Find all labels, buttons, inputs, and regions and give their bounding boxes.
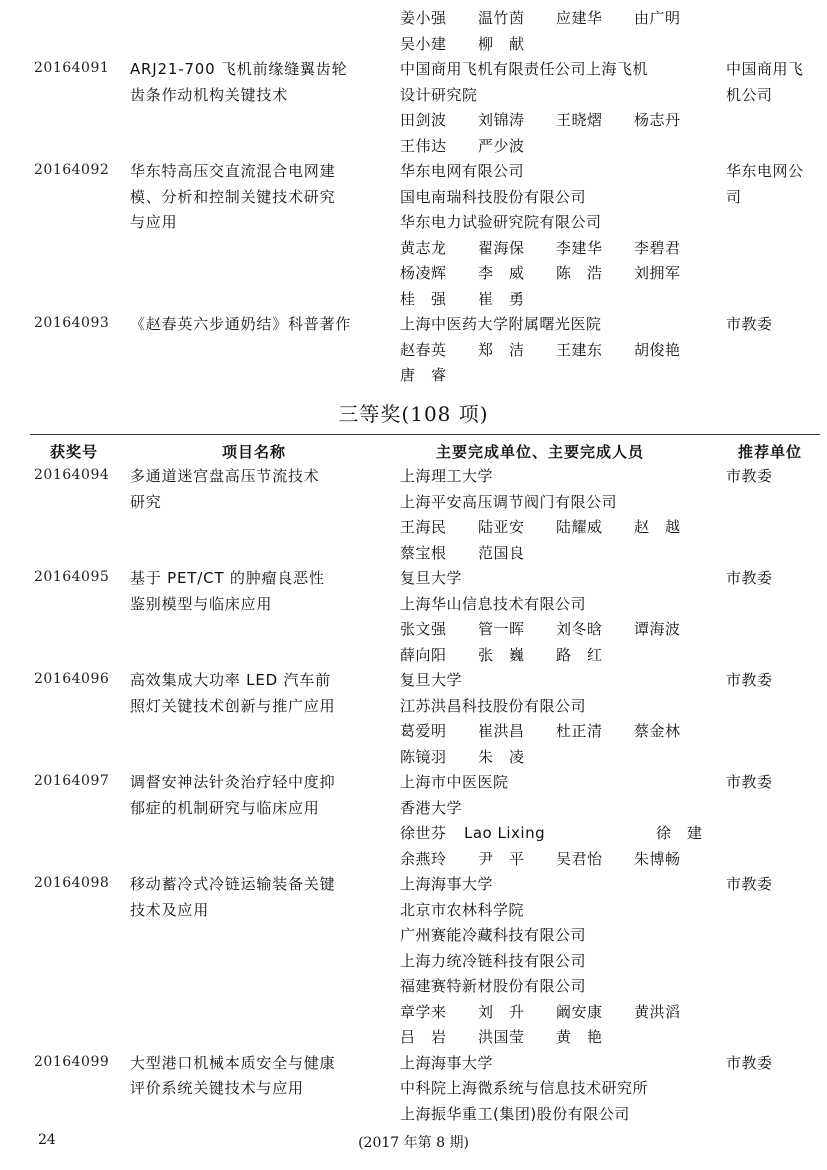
person-name: 刘 升	[478, 1002, 525, 1021]
award-number: 20164097	[34, 773, 110, 789]
project-name-line: 高效集成大功率 LED 汽车前	[130, 671, 331, 689]
person-name: 陈镜羽	[400, 747, 447, 766]
award-number: 20164096	[34, 671, 110, 687]
project-name-line: 移动蓄冷式冷链运输装备关键	[130, 875, 336, 893]
person-names-row	[400, 821, 720, 847]
person-name: 应建华	[556, 9, 603, 27]
completion-units	[400, 566, 720, 668]
recommender-line: 市教委	[726, 569, 773, 587]
person-name: Lao Lixing	[464, 824, 546, 842]
recommender	[726, 159, 826, 210]
person-names-row	[400, 6, 720, 32]
project-name-line: 《赵春英六步通奶结》科普著作	[130, 315, 352, 333]
project-name-line: 技术及应用	[130, 900, 210, 919]
person-name: 李建华	[556, 238, 603, 257]
unit-line: 上海中医药大学附属曙光医院	[400, 315, 602, 333]
person-name: 李 威	[478, 264, 525, 282]
person-names-row	[400, 745, 720, 771]
unit-line: 北京市农林科学院	[400, 900, 525, 919]
project-name-line: 评价系统关键技术与应用	[130, 1079, 304, 1097]
completion-units	[400, 464, 720, 566]
award-number: 20164099	[34, 1053, 110, 1070]
person-name: 路 红	[556, 645, 603, 664]
person-names-row	[400, 236, 720, 262]
person-name: 郑 洁	[478, 340, 525, 359]
person-name: 刘锦涛	[478, 111, 525, 129]
person-name: 蔡宝根	[400, 543, 447, 562]
project-name-line: 基于 PET/CT 的肿瘤良恶性	[130, 569, 325, 587]
person-name: 陈 浩	[556, 264, 603, 282]
issue-label: (2017 年第 8 期)	[358, 1135, 469, 1151]
person-name: 王海民	[400, 518, 447, 536]
person-names-row	[400, 1025, 720, 1051]
completion-units	[400, 159, 720, 312]
person-name: 柳 献	[478, 34, 525, 53]
completion-units	[400, 312, 720, 389]
person-name: 阚安康	[556, 1002, 603, 1021]
project-name	[130, 566, 392, 617]
person-name: 黄 艳	[556, 1028, 603, 1046]
person-name: 吕 岩	[400, 1028, 447, 1046]
person-name: 王建东	[556, 340, 603, 359]
project-name	[130, 872, 392, 923]
person-name: 刘拥军	[634, 264, 681, 282]
person-names-row	[400, 847, 720, 873]
person-name: 刘冬晗	[556, 620, 603, 638]
header-recommender: 推荐单位	[738, 443, 803, 461]
continuation-persons	[400, 6, 720, 57]
unit-line: 福建赛特新材股份有限公司	[400, 977, 587, 995]
unit-line: 上海平安高压调节阀门有限公司	[400, 492, 618, 511]
project-name-line: 大型港口机械本质安全与健康	[130, 1053, 336, 1072]
project-name	[130, 159, 392, 236]
person-name: 崔洪昌	[478, 722, 525, 740]
person-name: 徐 建	[656, 824, 703, 842]
person-name: 黄洪滔	[634, 1002, 681, 1021]
project-name-line: ARJ21-700 飞机前缘缝翼齿轮	[130, 60, 348, 78]
person-name: 徐世芬	[400, 824, 447, 842]
person-name: 赵春英	[400, 340, 447, 359]
unit-line: 上海华山信息技术有限公司	[400, 594, 587, 613]
page-number: 24	[38, 1132, 56, 1148]
person-name: 王伟达	[400, 136, 447, 155]
person-name: 温竹茵	[478, 9, 525, 27]
person-name: 尹 平	[478, 849, 525, 868]
unit-line: 上海市中医医院	[400, 773, 509, 791]
person-name: 谭海波	[634, 620, 681, 638]
person-name: 李碧君	[634, 238, 681, 257]
recommender-line: 机公司	[726, 85, 773, 104]
person-name: 桂 强	[400, 289, 447, 308]
project-name	[130, 57, 392, 108]
recommender	[726, 566, 826, 592]
unit-line: 复旦大学	[400, 569, 463, 587]
unit-line: 上海理工大学	[400, 467, 494, 485]
person-name: 杨凌辉	[400, 264, 447, 282]
completion-units	[400, 770, 720, 872]
person-name: 田剑波	[400, 111, 447, 129]
person-names-row	[400, 338, 720, 364]
unit-line: 香港大学	[400, 798, 463, 817]
award-number: 20164094	[34, 467, 110, 483]
person-names-row	[400, 287, 720, 313]
project-name	[130, 1051, 392, 1102]
person-name: 朱 凌	[478, 747, 525, 766]
person-name: 杜正清	[556, 722, 603, 740]
person-names-row	[400, 643, 720, 669]
project-name-line: 与应用	[130, 213, 178, 231]
unit-line: 中科院上海微系统与信息技术研究所	[400, 1079, 649, 1097]
person-name: 由广明	[634, 9, 681, 27]
project-name-line: 华东特高压交直流混合电网建	[130, 162, 336, 180]
person-name: 黄志龙	[400, 238, 447, 257]
person-name: 张 巍	[478, 645, 525, 664]
project-name	[130, 312, 392, 338]
unit-line: 国电南瑞科技股份有限公司	[400, 187, 587, 206]
award-number: 20164098	[34, 875, 110, 891]
recommender-line: 市教委	[726, 773, 773, 791]
award-number: 20164095	[34, 569, 110, 585]
award-number: 20164092	[34, 162, 110, 178]
project-name-line: 郁症的机制研究与临床应用	[130, 798, 320, 817]
header-rule	[30, 434, 820, 435]
unit-line: 华东电力试验研究院有限公司	[400, 213, 602, 231]
unit-line: 上海振华重工(集团)股份有限公司	[400, 1104, 630, 1123]
recommender	[726, 872, 826, 898]
person-name: 吴小建	[400, 34, 447, 53]
unit-line: 华东电网有限公司	[400, 162, 525, 180]
award-number: 20164093	[34, 315, 110, 331]
unit-line: 中国商用飞机有限责任公司上海飞机	[400, 60, 649, 78]
person-names-row	[400, 261, 720, 287]
project-name-line: 照灯关键技术创新与推广应用	[130, 696, 336, 715]
person-name: 陆耀威	[556, 518, 603, 536]
project-name-line: 多通道迷宫盘高压节流技术	[130, 467, 320, 485]
unit-line: 江苏洪昌科技股份有限公司	[400, 696, 587, 715]
person-names-row	[400, 1000, 720, 1026]
unit-line: 广州赛能冷藏科技有限公司	[400, 926, 587, 944]
recommender-line: 中国商用飞	[726, 60, 804, 78]
unit-line: 上海力统冷链科技有限公司	[400, 951, 587, 970]
header-units: 主要完成单位、主要完成人员	[436, 443, 645, 461]
person-names-row	[400, 32, 720, 58]
person-name: 管一晖	[478, 620, 525, 638]
recommender	[726, 57, 826, 108]
recommender	[726, 1051, 826, 1077]
project-name-line: 齿条作动机构关键技术	[130, 85, 289, 104]
recommender	[726, 464, 826, 490]
unit-line: 设计研究院	[400, 85, 478, 104]
person-names-row	[400, 541, 720, 567]
person-name: 葛爱明	[400, 722, 447, 740]
header-name: 项目名称	[222, 443, 287, 461]
project-name-line: 研究	[130, 492, 162, 511]
completion-units	[400, 57, 720, 159]
recommender-line: 华东电网公	[726, 162, 804, 180]
person-name: 薛向阳	[400, 645, 447, 664]
person-name: 严少波	[478, 136, 525, 155]
person-name: 崔 勇	[478, 289, 525, 308]
recommender	[726, 668, 826, 694]
person-name: 姜小强	[400, 9, 447, 27]
project-name	[130, 464, 392, 515]
project-name-line: 鉴别模型与临床应用	[130, 594, 273, 613]
person-name: 范国良	[478, 543, 525, 562]
person-name: 余燕玲	[400, 849, 447, 868]
project-name-line: 模、分析和控制关键技术研究	[130, 187, 336, 206]
recommender	[726, 770, 826, 796]
person-name: 吴君怡	[556, 849, 603, 868]
recommender-line: 市教委	[726, 315, 773, 333]
header-id: 获奖号	[50, 443, 99, 461]
person-names-row	[400, 108, 720, 134]
person-name: 杨志丹	[634, 111, 681, 129]
person-names-row	[400, 719, 720, 745]
person-name: 章学来	[400, 1002, 447, 1021]
person-name: 翟海保	[478, 238, 525, 257]
unit-line: 复旦大学	[400, 671, 463, 689]
person-name: 张文强	[400, 620, 447, 638]
person-name: 蔡金林	[634, 722, 681, 740]
recommender-line: 市教委	[726, 467, 773, 485]
project-name	[130, 668, 392, 719]
person-name: 胡俊艳	[634, 340, 681, 359]
recommender	[726, 312, 826, 338]
person-name: 王晓熠	[556, 111, 603, 129]
project-name-line: 调督安神法针灸治疗轻中度抑	[130, 773, 336, 791]
completion-units	[400, 872, 720, 1051]
project-name	[130, 770, 392, 821]
recommender-line: 市教委	[726, 875, 773, 893]
person-names-row	[400, 515, 720, 541]
award-number: 20164091	[34, 60, 110, 76]
person-names-row	[400, 617, 720, 643]
recommender-line: 市教委	[726, 671, 773, 689]
recommender-line: 司	[726, 187, 742, 206]
person-names-row	[400, 134, 720, 160]
person-name: 朱博畅	[634, 849, 681, 868]
person-name: 唐 睿	[400, 366, 447, 384]
person-names-row	[400, 363, 720, 389]
person-name	[592, 821, 656, 847]
section-title: 三等奖(108 项)	[338, 402, 489, 426]
person-name: 赵 越	[634, 518, 681, 536]
person-name: 洪国莹	[478, 1028, 525, 1046]
recommender-line: 市教委	[726, 1053, 773, 1072]
unit-line: 上海海事大学	[400, 875, 494, 893]
person-name: 陆亚安	[478, 518, 525, 536]
completion-units	[400, 1051, 720, 1128]
completion-units	[400, 668, 720, 770]
unit-line: 上海海事大学	[400, 1053, 494, 1072]
